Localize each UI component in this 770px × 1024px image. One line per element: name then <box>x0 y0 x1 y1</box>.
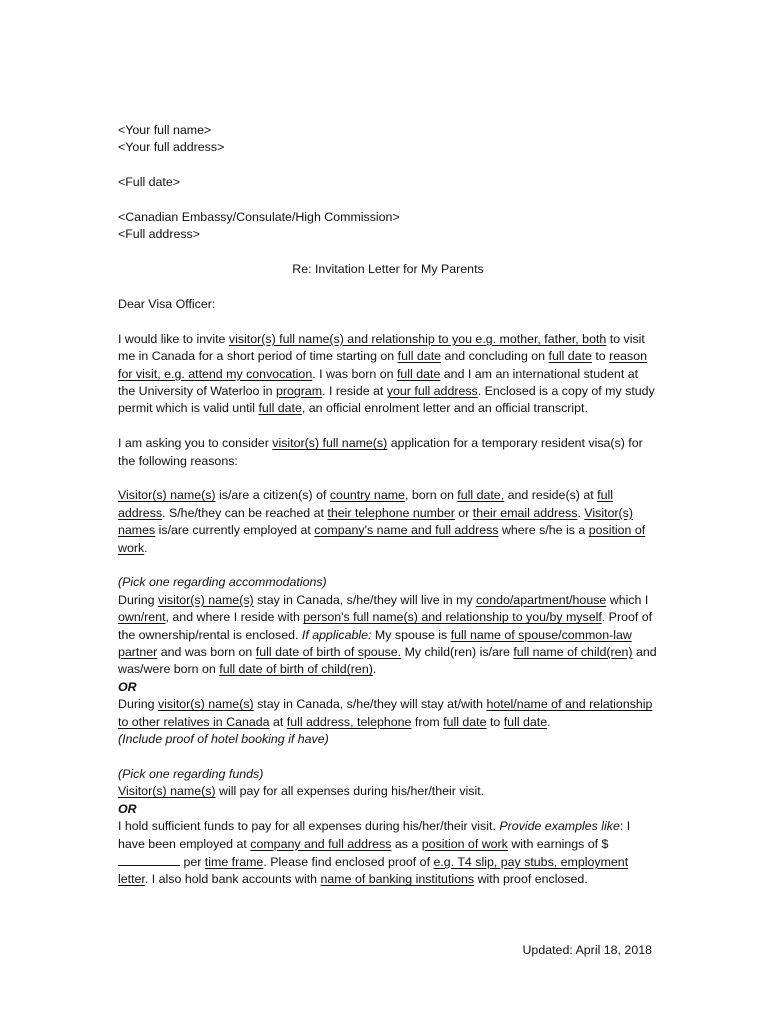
recipient-name: <Canadian Embassy/Consulate/High Commission> <box>118 210 400 224</box>
subject-line: Re: Invitation Letter for My Parents <box>292 262 484 277</box>
updated-date: Updated: April 18, 2018 <box>522 943 652 957</box>
paragraph-visitor-details: Visitor(s) name(s) is/are a citizen(s) of country name, born on full date, and reside(s) at full address. S/he/they can be reached at their telephone number or their email address. Visitor(s) names is/are currently employed at company's name and full address where s/he is a position of work. <box>118 488 646 555</box>
paragraph-accommodation-option-a: During visitor(s) name(s) stay in Canada, s/he/they will live in my condo/apartment/house which I own/rent, and where I reside with person's full name(s) and relationship to you/by myself. Proof of the ownership/rental is enclosed. If applicable: My spouse is full name of spouse/common-law partner and was born on full date of birth of spouse. My child(ren) is/are full name of child(ren) and was/were born on full date of birth of child(ren). <box>118 592 657 677</box>
hotel-proof-note: (Include proof of hotel booking if have) <box>118 732 329 747</box>
paragraph-funds-option-b: I hold sufficient funds to pay for all expenses during his/her/their visit. Provide examples like: I have been employed at company and full address as a position of work with earnings of $ per time frame. Please find enclosed proof of e.g. T4 slip, pay stubs, employment letter. I also hold bank accounts with name of banking institutions with proof enclosed. <box>118 819 631 887</box>
or-separator: OR <box>118 679 137 694</box>
letter-date: <Full date> <box>118 175 180 190</box>
paragraph-accommodation-option-b: During visitor(s) name(s) stay in Canada, s/he/they will stay at/with hotel/name of and relationship to other relatives in Canada at full address, telephone from full date to full date. <box>118 697 653 729</box>
paragraph-request: I am asking you to consider visitor(s) full name(s) application for a temporary resident visa(s) for the following reasons: <box>118 436 643 468</box>
accommodations-heading: (Pick one regarding accommodations) <box>118 575 327 590</box>
earnings-blank-line <box>118 853 180 866</box>
letter-body <box>118 122 658 889</box>
or-separator: OR <box>118 801 137 816</box>
sender-address: <Your full address> <box>118 140 225 155</box>
funds-heading: (Pick one regarding funds) <box>118 766 264 781</box>
sender-name: <Your full name> <box>118 123 212 137</box>
paragraph-invitation: I would like to invite visitor(s) full name(s) and relationship to you e.g. mother, father, both to visit me in Canada for a short period of time starting on full date and concluding on full date to reason for visit, e.g. attend my convocation. I was born on full date and I am an international student at the University of Waterloo in program. I reside at your full address. Enclosed is a copy of my study permit which is valid until full date, an official enrolment letter and an official transcript. <box>118 331 655 416</box>
salutation: Dear Visa Officer: <box>118 297 216 311</box>
paragraph-funds-option-a: Visitor(s) name(s) will pay for all expenses during his/her/their visit. <box>118 784 485 799</box>
recipient-address: <Full address> <box>118 227 200 242</box>
